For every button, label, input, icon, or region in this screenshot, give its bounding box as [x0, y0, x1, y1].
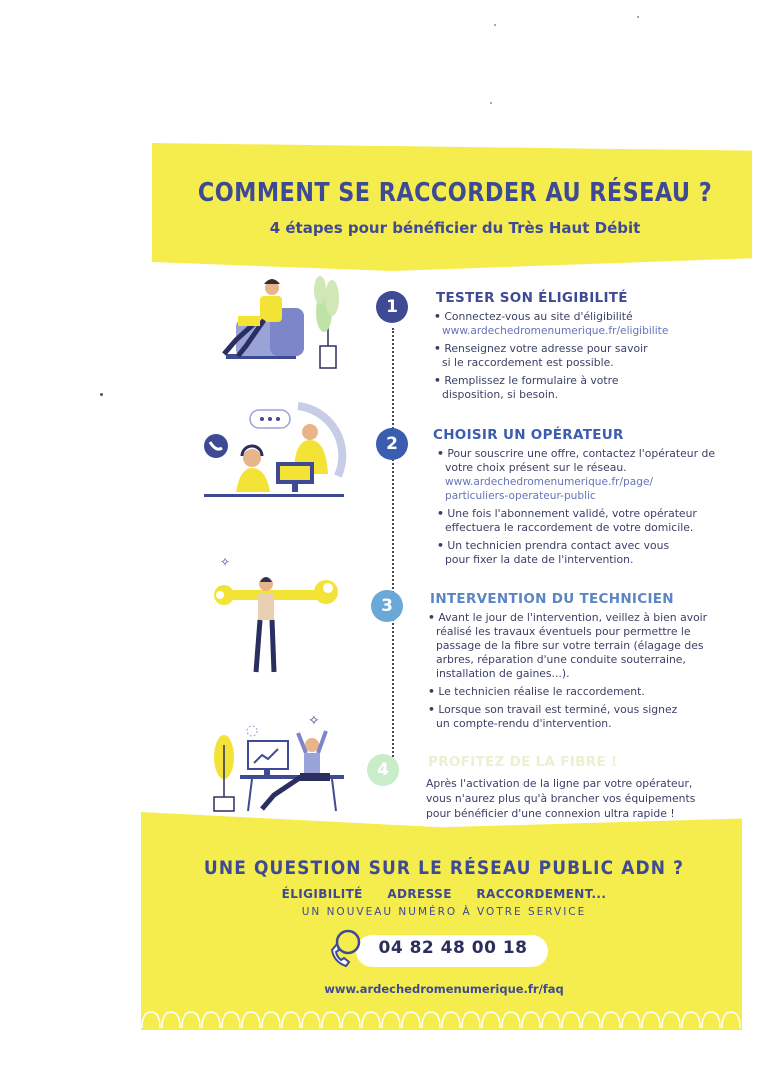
step-1-bullet: • Remplissez le formulaire à votre disposition, si besoin. — [434, 374, 619, 401]
scallop — [502, 1012, 520, 1028]
step-3-bullet: • Lorsque son travail est terminé, vous signez un compte-rendu d'intervention. — [428, 703, 678, 730]
step-3-number: 3 — [371, 590, 403, 622]
keyword-address: ADRESSE — [387, 887, 452, 901]
operator-link[interactable]: www.ardechedromenumerique.fr/page/ particuliers-operateur-public — [445, 476, 654, 502]
scan-speck — [490, 102, 492, 104]
scallop — [302, 1012, 320, 1028]
step-3-bullet-text: Le technicien réalise le raccordement. — [438, 685, 645, 698]
scallop — [462, 1012, 480, 1028]
step-1-bullet-text: Remplissez le formulaire à votre disposition, si besoin. — [442, 374, 619, 401]
scallop — [422, 1012, 440, 1028]
step-2-bullet-text: Un technicien prendra contact avec vous pour fixer la date de l'intervention. — [445, 539, 670, 566]
step-3-title: INTERVENTION DU TECHNICIEN — [430, 591, 674, 607]
svg-text:✧: ✧ — [220, 555, 231, 569]
person-computer-celebrating-illustration — [200, 705, 350, 815]
step-2-bullet-text: Une fois l'abonnement validé, votre opérateur effectuera le raccordement de votre domicile. — [445, 507, 697, 534]
keyword-connection: RACCORDEMENT... — [476, 887, 607, 901]
scallop — [542, 1012, 560, 1028]
scallop — [722, 1012, 740, 1028]
person-sofa-laptop-illustration — [220, 268, 350, 374]
scallop — [662, 1012, 680, 1028]
step-3-bullet: • Avant le jour de l'intervention, veillez à bien avoir réalisé les travaux éventuels pour permettre le passage de la fibre sur votre terrain (élagage des arbres, réparation d'une conduite souterraine, installation de gaines...). — [428, 611, 708, 680]
scallop — [222, 1012, 240, 1028]
step-2-bullet: • Un technicien prendra contact avec vous pour fixer la date de l'intervention. — [437, 539, 670, 566]
scallop — [602, 1012, 620, 1028]
step-1-bullet: • Connectez-vous au site d'éligibilité www.ardechedromenumerique.fr/eligibilite — [434, 310, 669, 337]
step-2-bullet: • Pour souscrire une offre, contactez l'opérateur de votre choix présent sur le réseau. www.ardechedromenumerique.fr/page/ particuliers-operateur-public — [437, 447, 716, 502]
scallop — [342, 1012, 360, 1028]
step-3-bullet-text: Avant le jour de l'intervention, veillez à bien avoir réalisé les travaux éventuels pour permettre le passage de la fibre sur votre terrain (élagage des arbres, réparation d'une conduite souterraine, installation de gaines...). — [436, 611, 708, 680]
step-1-bullet-text: Renseignez votre adresse pour savoir si le raccordement est possible. — [442, 342, 648, 369]
step-4-title: PROFITEZ DE LA FIBRE ! — [428, 754, 618, 770]
step-2-bullet: • Une fois l'abonnement validé, votre opérateur effectuera le raccordement de votre domicile. — [437, 507, 697, 534]
scallop — [242, 1012, 260, 1028]
scallop — [562, 1012, 580, 1028]
scallop — [362, 1012, 380, 1028]
eligibility-link[interactable]: www.ardechedromenumerique.fr/eligibilite — [442, 325, 669, 337]
new-number-label: UN NOUVEAU NUMÉRO À VOTRE SERVICE — [301, 906, 587, 918]
contact-band — [141, 812, 742, 1030]
scallop — [202, 1012, 220, 1028]
step-2-bullets — [436, 447, 736, 571]
phone-number[interactable]: 04 82 48 00 18 — [378, 938, 528, 958]
step-3-bullet: • Le technicien réalise le raccordement. — [428, 685, 645, 698]
step-1-bullet-text: Connectez-vous au site d'éligibilité — [444, 310, 633, 323]
scalloped-border — [141, 1008, 742, 1030]
step-2-title: CHOISIR UN OPÉRATEUR — [433, 427, 624, 443]
scallop — [702, 1012, 720, 1028]
step-2-bullet-text: Pour souscrire une offre, contactez l'opérateur de votre choix présent sur le réseau. — [445, 447, 716, 474]
technician-wrench-illustration — [210, 550, 340, 680]
scallop — [182, 1012, 200, 1028]
scallop — [622, 1012, 640, 1028]
scallop — [642, 1012, 660, 1028]
faq-link[interactable]: www.ardechedromenumerique.fr/faq — [324, 982, 564, 996]
page-subtitle: 4 étapes pour bénéficier du Très Haut Débit — [269, 219, 641, 237]
scallop — [582, 1012, 600, 1028]
call-center-illustration — [198, 400, 358, 500]
steps-timeline — [392, 328, 394, 760]
step-1-bullet: • Renseignez votre adresse pour savoir si le raccordement est possible. — [434, 342, 648, 369]
scallop — [162, 1012, 180, 1028]
page-title: COMMENT SE RACCORDER AU RÉSEAU ? — [197, 178, 713, 208]
scallop — [322, 1012, 340, 1028]
step-1-number: 1 — [376, 291, 408, 323]
scan-speck — [637, 16, 639, 18]
step-3-bullets — [427, 611, 737, 735]
step-1-title: TESTER SON ÉLIGIBILITÉ — [436, 290, 628, 306]
step-4-number: 4 — [367, 754, 399, 786]
scallop — [262, 1012, 280, 1028]
scallop — [142, 1012, 160, 1028]
svg-text:✧: ✧ — [308, 713, 320, 729]
phone-icon — [326, 928, 362, 968]
scallop — [402, 1012, 420, 1028]
scallop — [522, 1012, 540, 1028]
scallop — [442, 1012, 460, 1028]
step-1-bullets — [433, 310, 733, 406]
scan-speck — [100, 393, 103, 396]
scallop — [382, 1012, 400, 1028]
scallop — [682, 1012, 700, 1028]
scallop — [482, 1012, 500, 1028]
keyword-eligibility: ÉLIGIBILITÉ — [281, 887, 363, 901]
contact-keywords — [148, 887, 740, 901]
step-4-description: Après l'activation de la ligne par votre opérateur, vous n'aurez plus qu'à brancher vos équipements pour bénéficier d'une connexion ultra rapide ! — [426, 777, 696, 820]
scallop — [282, 1012, 300, 1028]
step-2-number: 2 — [376, 428, 408, 460]
contact-question: UNE QUESTION SUR LE RÉSEAU PUBLIC ADN ? — [203, 858, 685, 879]
step-3-bullet-text: Lorsque son travail est terminé, vous signez un compte-rendu d'intervention. — [436, 703, 678, 730]
scan-speck — [494, 24, 496, 26]
